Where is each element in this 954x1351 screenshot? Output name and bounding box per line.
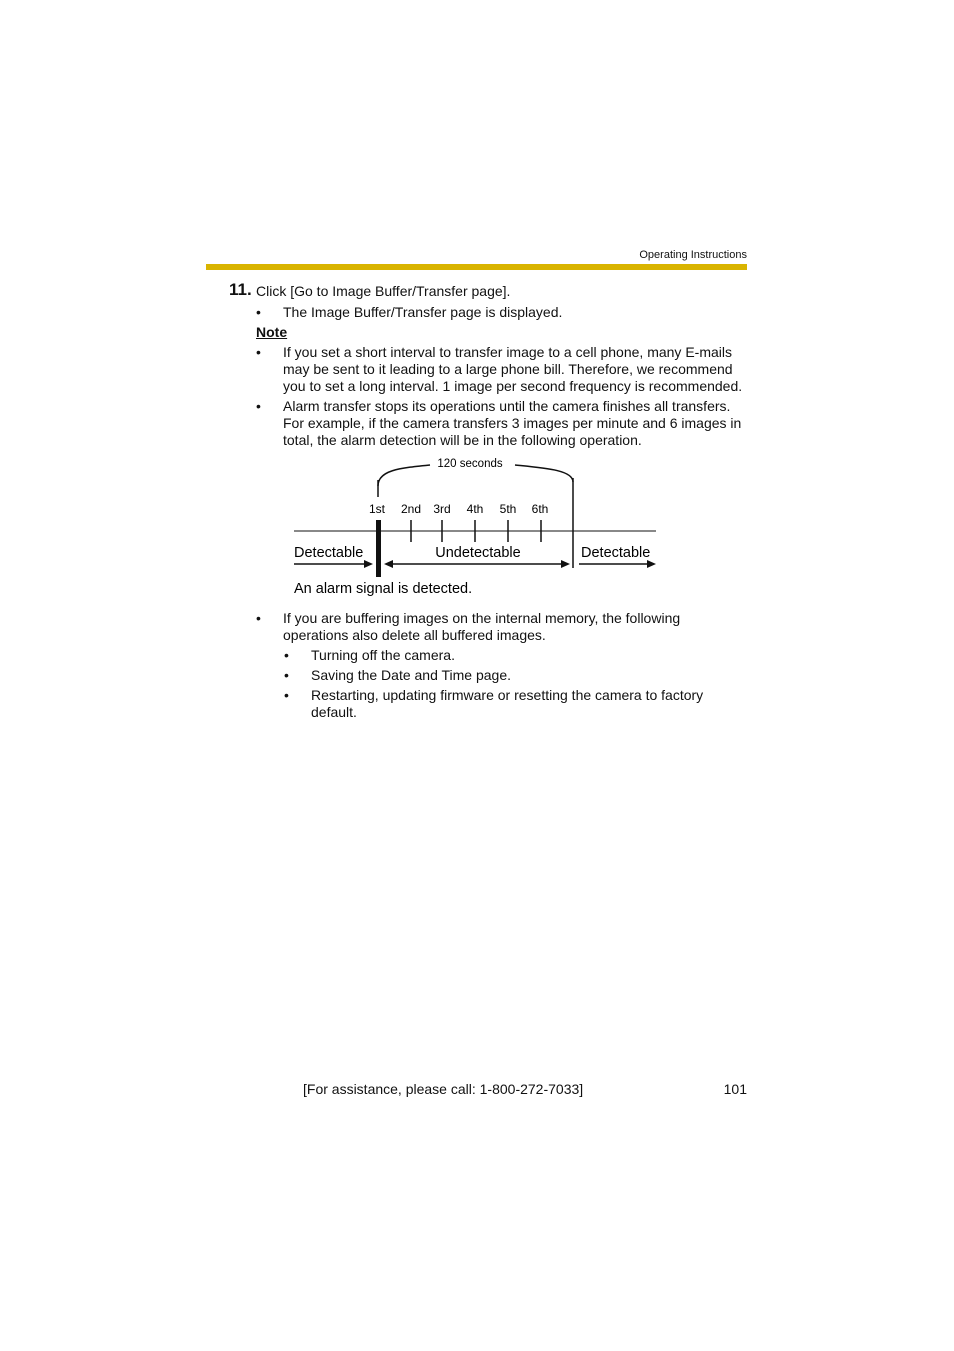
transfer-label-1st: 1st (368, 502, 386, 516)
bullet-marker: • (284, 647, 289, 663)
text-line: total, the alarm detection will be in the following operation. (283, 432, 642, 448)
header-rule (206, 264, 747, 270)
text-line: If you set a short interval to transfer image to a cell phone, many E-mails (283, 344, 732, 360)
text-line: If you are buffering images on the internal memory, the following (283, 610, 681, 626)
duration-label: 120 seconds (437, 458, 503, 470)
bullet-marker: • (256, 610, 261, 626)
arrow-head (561, 560, 570, 568)
bullet-marker: • (284, 687, 289, 703)
sub-bullet-2 (311, 667, 511, 684)
text-line: Restarting, updating firmware or resetting the camera to factory (311, 687, 704, 703)
bullet-marker: • (256, 398, 261, 414)
section-label: Operating Instructions (639, 249, 747, 261)
text-line: you to set a long interval. 1 image per second frequency is recommended. (283, 378, 743, 394)
arrow-head (647, 560, 656, 568)
text-line: Turning off the camera. (311, 647, 455, 663)
alarm-detected-marker (376, 520, 381, 577)
arrow-head (384, 560, 393, 568)
alarm-caption: An alarm signal is detected. (294, 581, 473, 597)
step-instruction: Click [Go to Image Buffer/Transfer page]. (256, 283, 511, 299)
bullet-marker: • (256, 344, 261, 360)
assistance-footer: [For assistance, please call: 1-800-272-7033] (303, 1081, 584, 1097)
text-line: Alarm transfer stops its operations until the camera finishes all transfers. (283, 398, 731, 414)
note-bullet-3 (283, 610, 680, 644)
text-line: Saving the Date and Time page. (311, 667, 512, 683)
note-heading: Note (256, 324, 288, 340)
transfer-label-4th: 4th (466, 502, 484, 516)
sub-bullet-1 (311, 647, 455, 664)
step-number: 11. (229, 280, 252, 299)
sub-bullet-3 (311, 687, 703, 721)
bullet-marker: • (284, 667, 289, 683)
bracket-left-curve (378, 465, 430, 486)
text-line: operations also delete all buffered images. (283, 627, 546, 643)
bullet-marker: • (256, 304, 261, 320)
step-result: The Image Buffer/Transfer page is displayed. (283, 304, 563, 320)
transfer-label-3rd: 3rd (433, 502, 451, 516)
detectable-right-label: Detectable (581, 545, 651, 561)
text-line: may be sent to it leading to a large phone bill. Therefore, we recommend (283, 361, 733, 377)
transfer-label-2nd: 2nd (400, 502, 422, 516)
transfer-label-5th: 5th (499, 502, 517, 516)
note-bullet-2 (283, 398, 741, 449)
alarm-timeline-diagram (280, 450, 670, 610)
text-line: For example, if the camera transfers 3 images per minute and 6 images in (283, 415, 742, 431)
arrow-head (364, 560, 373, 568)
detectable-left-label: Detectable (294, 545, 364, 561)
page-number: 101 (723, 1081, 747, 1097)
bracket-right-curve (515, 465, 573, 482)
transfer-label-6th: 6th (531, 502, 549, 516)
undetectable-label: Undetectable (435, 545, 521, 561)
text-line: default. (311, 704, 357, 720)
note-bullet-1 (283, 344, 742, 395)
